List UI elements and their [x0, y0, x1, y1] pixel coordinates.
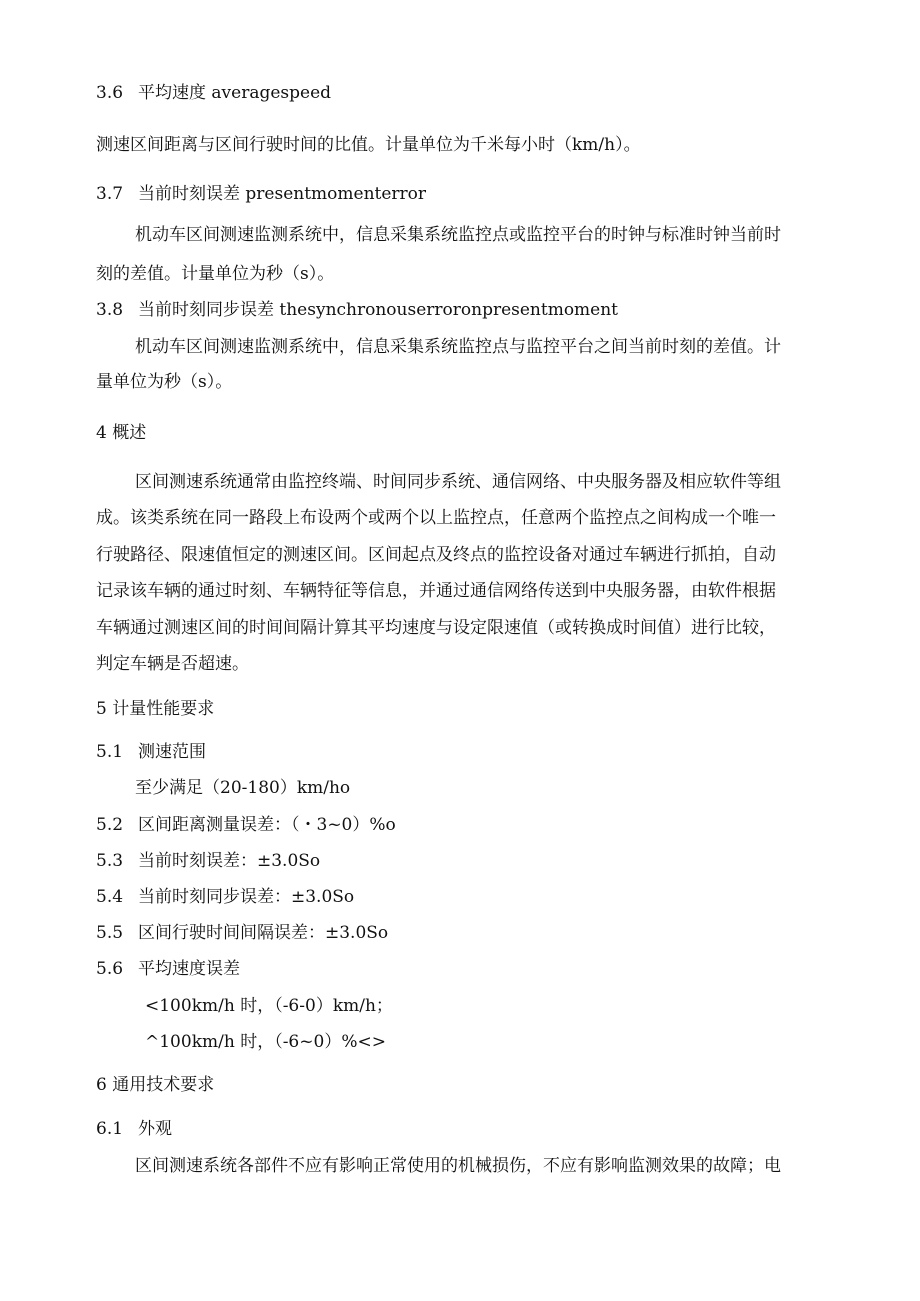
- section-6-heading: 6 通用技术要求: [96, 1075, 215, 1095]
- section-5-6-item: <100km/h 时，（-6-0）km/h；: [145, 996, 393, 1016]
- section-5-6-item: ^100km/h 时，（-6~0）%<>: [145, 1032, 386, 1052]
- section-6-1-body: 区间测速系统各部件不应有影响正常使用的机械损伤，不应有影响监测效果的故障；电: [135, 1156, 781, 1176]
- section-4-heading: 4 概述: [96, 423, 147, 443]
- section-3-6-heading: 3.6 平均速度 averagespeed: [96, 83, 332, 103]
- section-5-3-line: 5.3 当前时刻误差：±3.0So: [96, 851, 321, 871]
- section-3-7-definition-line: 机动车区间测速监测系统中，信息采集系统监控点或监控平台的时钟与标准时钟当前时: [135, 225, 781, 245]
- section-4-paragraph-line: 记录该车辆的通过时刻、车辆特征等信息，并通过通信网络传送到中央服务器，由软件根据: [96, 581, 776, 601]
- section-4-paragraph-line: 区间测速系统通常由监控终端、时间同步系统、通信网络、中央服务器及相应软件等组: [135, 472, 781, 492]
- section-4-paragraph-line: 成。该类系统在同一路段上布设两个或两个以上监控点，任意两个监控点之间构成一个唯一: [96, 508, 776, 528]
- section-5-1-body: 至少满足（20-180）km/ho: [135, 778, 351, 798]
- section-3-8-definition-line: 量单位为秒（s）。: [96, 372, 233, 392]
- section-3-8-definition-line: 机动车区间测速监测系统中，信息采集系统监控点与监控平台之间当前时刻的差值。计: [135, 337, 781, 357]
- section-4-paragraph-line: 行驶路径、限速值恒定的测速区间。区间起点及终点的监控设备对通过车辆进行抓拍，自动: [96, 545, 776, 565]
- section-5-4-line: 5.4 当前时刻同步误差：±3.0So: [96, 887, 355, 907]
- section-4-paragraph-line: 车辆通过测速区间的时间间隔计算其平均速度与设定限速值（或转换成时间值）进行比较，: [96, 618, 776, 638]
- section-5-6-heading: 5.6 平均速度误差: [96, 959, 240, 979]
- section-3-6-definition: 测速区间距离与区间行驶时间的比值。计量单位为千米每小时（km/h）。: [96, 135, 641, 155]
- section-3-7-heading: 3.7 当前时刻误差 presentmomenterror: [96, 184, 427, 204]
- section-3-7-definition-line: 刻的差值。计量单位为秒（s）。: [96, 264, 335, 284]
- section-5-1-heading: 5.1 测速范围: [96, 742, 206, 762]
- section-6-1-heading: 6.1 外观: [96, 1119, 172, 1139]
- section-5-2-line: 5.2 区间距离测量误差：（・3~0）%o: [96, 815, 396, 835]
- section-3-8-heading: 3.8 当前时刻同步误差 thesynchronouserroronpresentmoment: [96, 300, 619, 320]
- section-5-5-line: 5.5 区间行驶时间间隔误差：±3.0So: [96, 923, 389, 943]
- section-5-heading: 5 计量性能要求: [96, 699, 215, 719]
- section-4-paragraph-line: 判定车辆是否超速。: [96, 654, 249, 674]
